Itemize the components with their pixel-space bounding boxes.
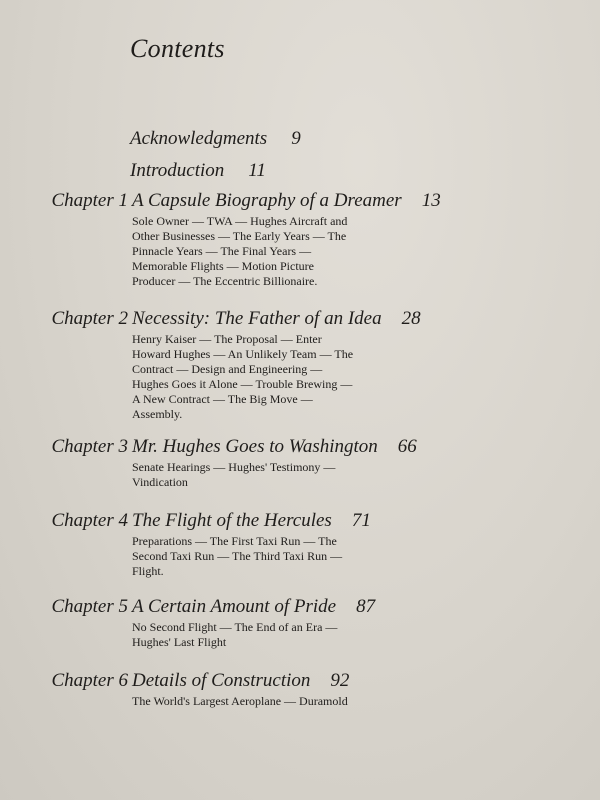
chapter-title-text: The Flight of the Hercules — [132, 510, 332, 531]
chapter-topics — [132, 620, 402, 650]
entry-title: Introduction — [130, 160, 225, 181]
chapter-title-text: A Capsule Biography of a Dreamer — [132, 190, 402, 211]
topic-line: Other Businesses — The Early Years — The — [132, 229, 347, 243]
topic-line: Senate Hearings — Hughes' Testimony — — [132, 460, 336, 474]
topic-line: A New Contract — The Big Move — — [132, 392, 313, 406]
chapter-page-number: 92 — [330, 670, 350, 691]
chapter-page-number: 13 — [421, 190, 441, 211]
chapter-label: Chapter 4 — [51, 510, 128, 531]
topic-line: The World's Largest Aeroplane — Duramold — [132, 694, 348, 708]
topic-line: Vindication — [132, 475, 188, 489]
chapter-label: Chapter 2 — [51, 308, 128, 329]
chapter-title-text: A Certain Amount of Pride — [132, 596, 337, 617]
chapter-title — [132, 190, 441, 212]
topic-line: Assembly. — [132, 407, 183, 421]
chapter-topics — [132, 694, 402, 709]
entry-page-number: 9 — [291, 128, 301, 149]
topic-line: Hughes Goes it Alone — Trouble Brewing — — [132, 377, 353, 391]
chapter-topics — [132, 460, 402, 490]
topic-line: Sole Owner — TWA — Hughes Aircraft and — [132, 214, 348, 228]
chapter-title — [132, 670, 349, 692]
entry-title: Acknowledgments — [130, 128, 268, 149]
topic-line: No Second Flight — The End of an Era — — [132, 620, 338, 634]
chapter-topics — [132, 332, 402, 422]
chapter-topics — [132, 534, 402, 579]
topic-line: Contract — Design and Engineering — — [132, 362, 323, 376]
chapter-title — [132, 436, 417, 458]
chapter-label: Chapter 5 — [51, 596, 128, 617]
topic-line: Second Taxi Run — The Third Taxi Run — — [132, 549, 343, 563]
topic-line: Memorable Flights — Motion Picture — [132, 259, 314, 273]
chapter-title — [132, 596, 375, 618]
topic-line: Henry Kaiser — The Proposal — Enter — [132, 332, 322, 346]
topic-line: Howard Hughes — An Unlikely Team — The — [132, 347, 354, 361]
chapter-topics — [132, 214, 402, 289]
chapter-title-text: Details of Construction — [132, 670, 311, 691]
entry-page-number: 11 — [248, 160, 266, 181]
chapter-label: Chapter 3 — [51, 436, 128, 457]
chapter-title-text: Mr. Hughes Goes to Washington — [132, 436, 378, 457]
chapter-title-text: Necessity: The Father of an Idea — [132, 308, 382, 329]
chapter-label: Chapter 1 — [51, 190, 128, 211]
front-entry-acknowledgments — [130, 128, 301, 150]
chapter-title — [132, 510, 371, 532]
contents-heading: Contents — [130, 34, 225, 63]
chapter-label: Chapter 6 — [51, 670, 128, 691]
chapter-page-number: 28 — [401, 308, 421, 329]
topic-line: Hughes' Last Flight — [132, 635, 227, 649]
chapter-page-number: 87 — [356, 596, 376, 617]
topic-line: Pinnacle Years — The Final Years — — [132, 244, 312, 258]
topic-line: Preparations — The First Taxi Run — The — [132, 534, 337, 548]
chapter-title — [132, 308, 421, 330]
chapter-page-number: 66 — [397, 436, 417, 457]
topic-line: Producer — The Eccentric Billionaire. — [132, 274, 318, 288]
front-entry-introduction — [130, 160, 266, 182]
chapter-page-number: 71 — [351, 510, 371, 531]
topic-line: Flight. — [132, 564, 164, 578]
